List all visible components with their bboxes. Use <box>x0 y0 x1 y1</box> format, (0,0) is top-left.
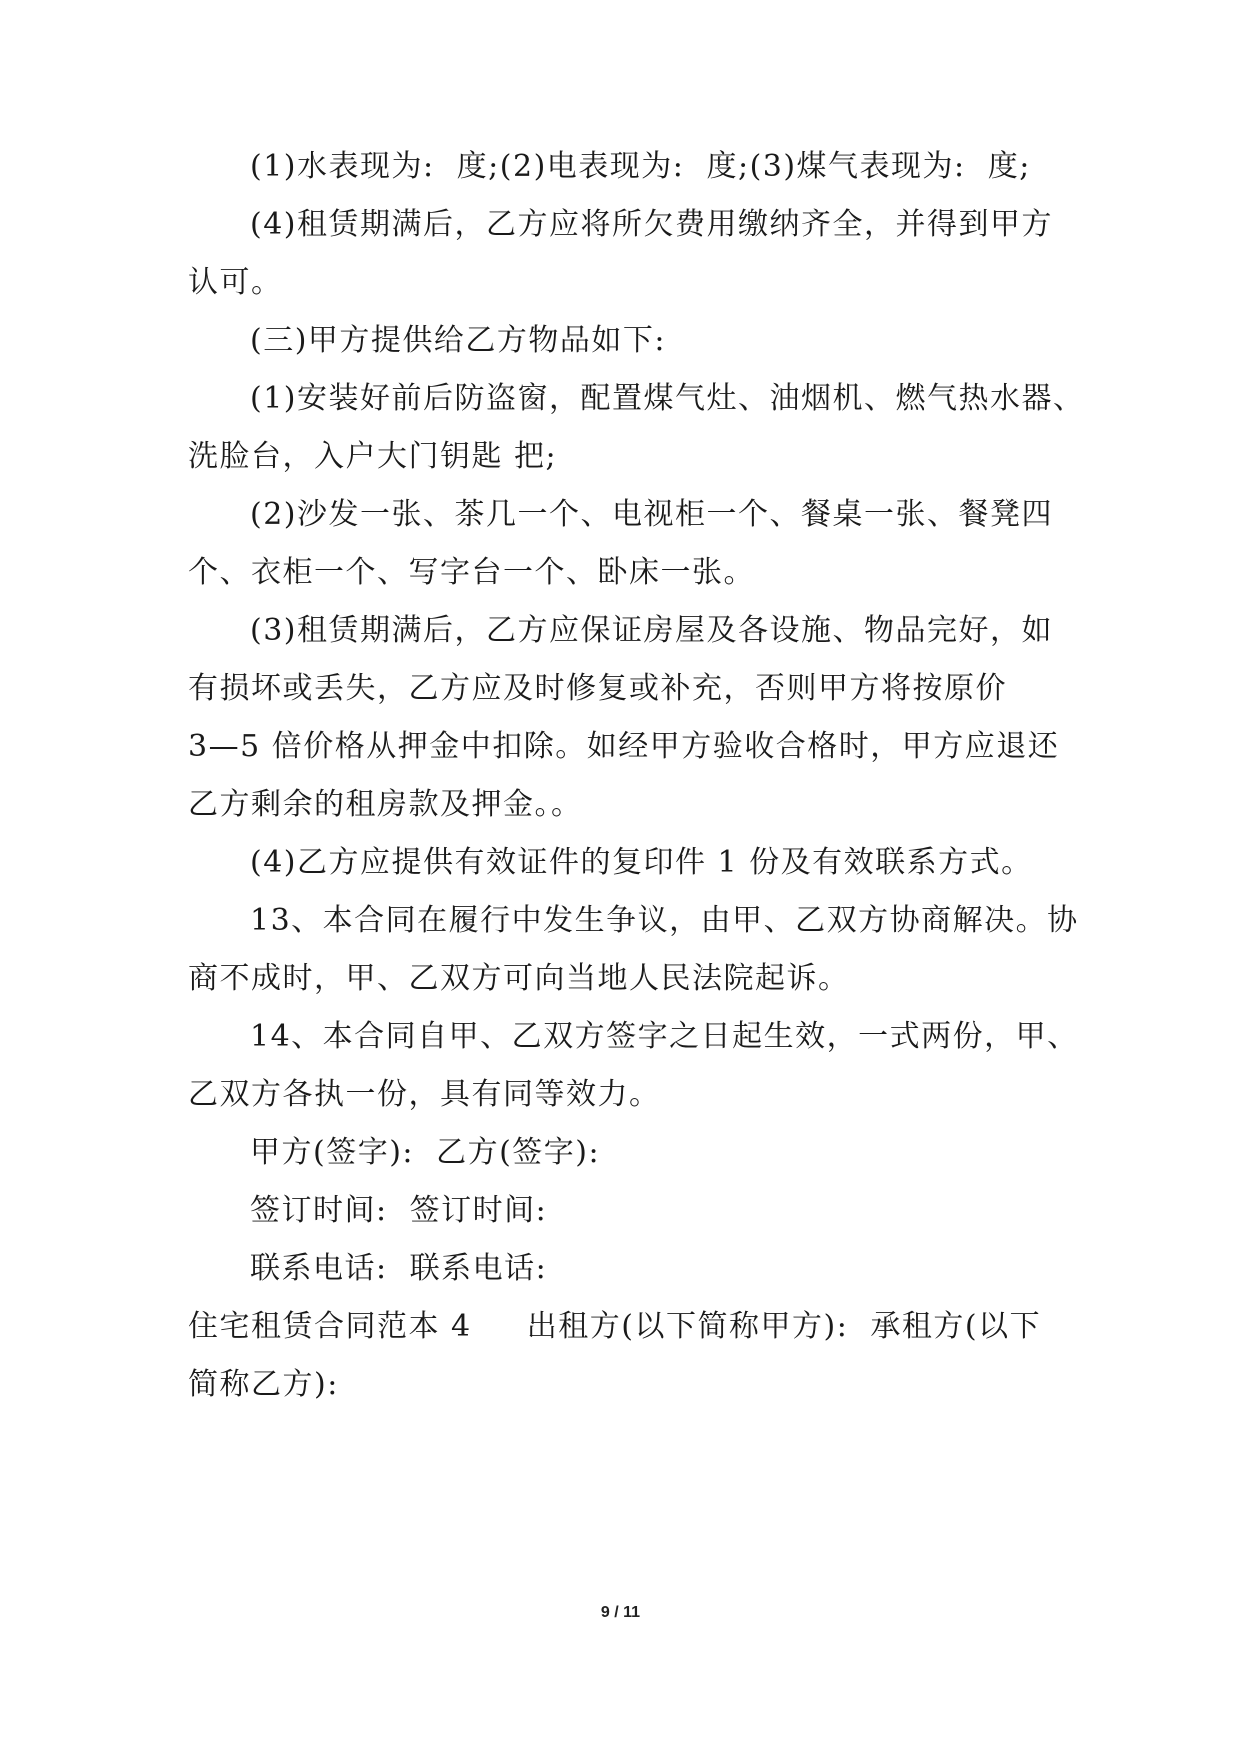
page-number: 9 / 11 <box>600 1604 641 1621</box>
text-line: 有损坏或丢失，乙方应及时修复或补充，否则甲方将按原价 <box>188 671 1007 706</box>
text-line: 个、衣柜一个、写字台一个、卧床一张。 <box>188 555 755 590</box>
text-line: (4)租赁期满后，乙方应将所欠费用缴纳齐全，并得到甲方 <box>250 207 1053 242</box>
text-line: 签订时间: 签订时间: <box>250 1193 548 1228</box>
text-line: 简称乙方): <box>188 1367 339 1402</box>
text-line: (1)水表现为: 度;(2)电表现为: 度;(3)煤气表现为: 度; <box>250 149 1031 184</box>
text-line: (3)租赁期满后，乙方应保证房屋及各设施、物品完好，如 <box>250 613 1053 648</box>
text-line: 14、本合同自甲、乙双方签字之日起生效，一式两份，甲、 <box>250 1019 1079 1054</box>
text-line: (2)沙发一张、茶几一个、电视柜一个、餐桌一张、餐凳四 <box>250 497 1053 532</box>
text-line: 3—5 倍价格从押金中扣除。如经甲方验收合格时，甲方应退还 <box>188 729 1060 764</box>
text-line: 乙双方各执一份，具有同等效力。 <box>188 1077 661 1112</box>
text-line: 乙方剩余的租房款及押金。。 <box>188 787 583 822</box>
text-line: (4)乙方应提供有效证件的复印件 1 份及有效联系方式。 <box>250 845 1033 880</box>
text-line: 住宅租赁合同范本 4 出租方(以下简称甲方): 承租方(以下 <box>188 1309 1042 1344</box>
text-line: (1)安装好前后防盗窗，配置煤气灶、油烟机、燃气热水器、 <box>250 381 1085 416</box>
text-line: 联系电话: 联系电话: <box>250 1251 548 1286</box>
text-line: 商不成时，甲、乙双方可向当地人民法院起诉。 <box>188 961 850 996</box>
text-line: 洗脸台，入户大门钥匙 把; <box>188 439 558 474</box>
text-line: (三)甲方提供给乙方物品如下: <box>250 323 667 358</box>
text-line: 甲方(签字): 乙方(签字): <box>250 1135 601 1170</box>
text-line: 13、本合同在履行中发生争议，由甲、乙双方协商解决。协 <box>250 903 1079 938</box>
text-line: 认可。 <box>188 265 283 300</box>
